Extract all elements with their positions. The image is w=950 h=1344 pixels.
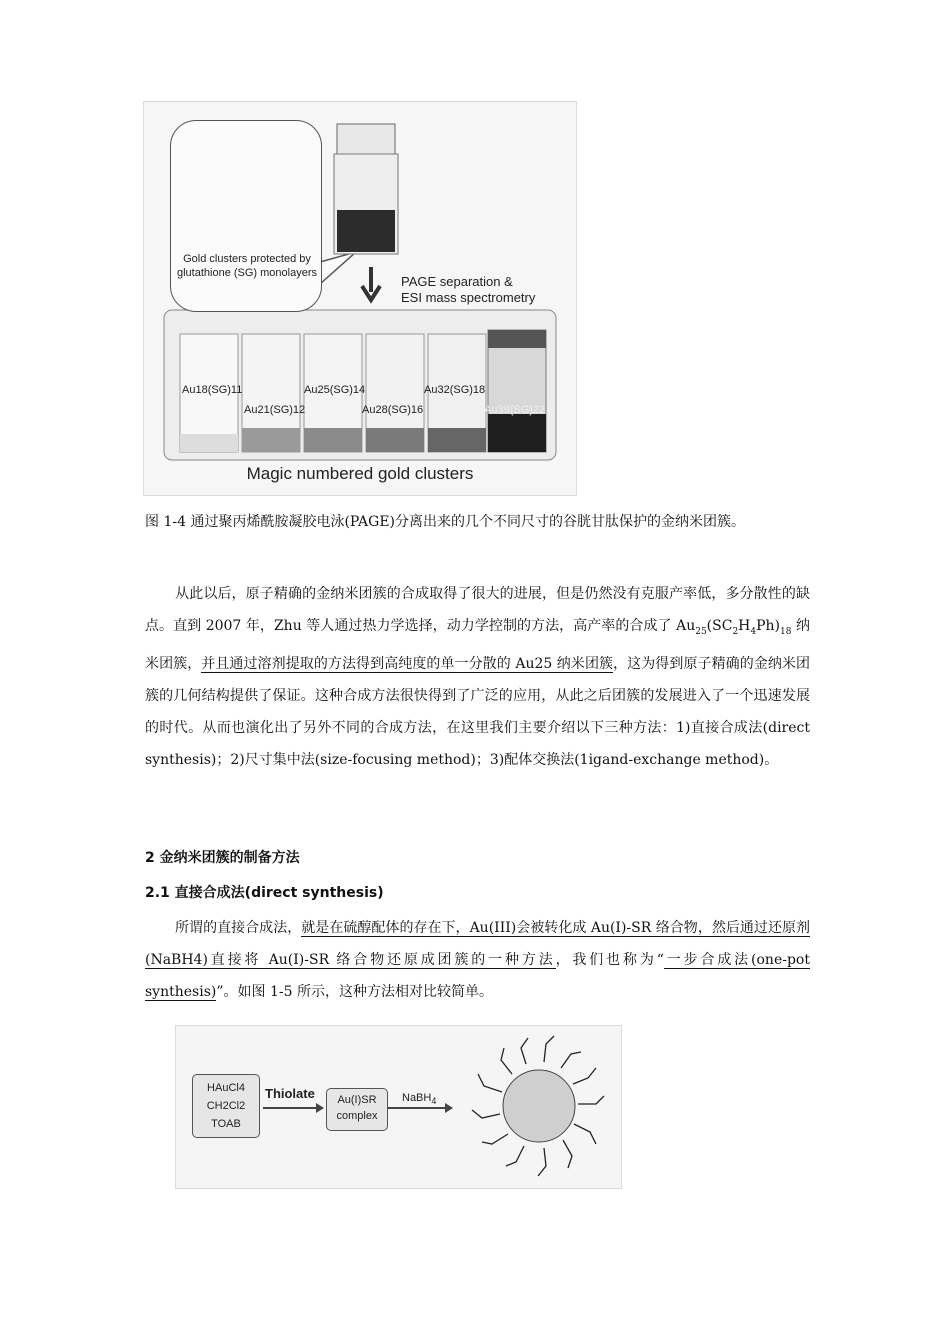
figure-1-4-image [143, 101, 577, 496]
vial-label: Au25(SG)14 [304, 384, 366, 396]
complex-box: Au(I)SR complex [326, 1088, 388, 1131]
reagents-box: HAuCl4 CH2Cl2 TOAB [192, 1074, 260, 1138]
arrow-caption: PAGE separation & ESI mass spectrometry [401, 274, 536, 305]
underlined-text: 一步合成法(one-pot synthesis) [145, 952, 810, 1000]
callout-bubble [170, 120, 322, 312]
vial-label: Au32(SG)18 [424, 384, 486, 396]
bubble-caption: Gold clusters protected by glutathione (SG) monolayers [176, 253, 317, 279]
underlined-text: 并且通过溶剂提取的方法得到高纯度的单一分散的 Au25 纳米团簇 [201, 655, 614, 672]
vial-label: Au21(SG)12 [244, 404, 306, 416]
underlined-text: 就是在硫醇配体的存在下，Au(III)会被转化成 Au(I)-SR 络合物，然后通过还原剂(NaBH4)直接将 Au(I)-SR 络合物还原成团簇的一种方法 [145, 920, 811, 968]
section-heading: 2 金纳米团簇的制备方法 [145, 850, 300, 866]
thiolate-label: Thiolate [265, 1086, 315, 1101]
figure-bottom-caption: Magic numbered gold clusters [246, 464, 474, 483]
top-vial [334, 124, 398, 254]
figure-caption: 图 1-4 通过聚丙烯酰胺凝胶电泳(PAGE)分离出来的几个不同尺寸的谷胱甘肽保护的金纳米团簇。 [145, 514, 746, 530]
figure-1-5-image [175, 1025, 622, 1189]
chemical-formula: $Au_{25}(SC_2H_4Ph)_{18}$ [676, 618, 792, 637]
paragraph-2: 所谓的直接合成法，就是在硫醇配体的存在下，Au(III)会被转化成 Au(I)-SR 络合物，然后通过还原剂(NaBH4)直接将 Au(I)-SR 络合物还原成团簇的一种方法，我们也称为“一步合成法(one-pot synthesis)”。如图 1-5 所示，这种方法相对比较简单。 [145, 920, 811, 1000]
reductant-label: NaBH$_4$ [402, 1092, 437, 1107]
nanoparticle-illustration [472, 1036, 604, 1176]
subsection-heading: 2.1 直接合成法(direct synthesis) [145, 885, 384, 901]
paragraph-1: 从此以后，原子精确的金纳米团簇的合成取得了很大的进展，但是仍然没有克服产率低，多分散性的缺点。直到 2007 年，Zhu 等人通过热力学选择，动力学控制的方法，高产率的合成了 $Au_{25}(SC_2H_4Ph)_{18}$ 纳米团簇，并且通过溶剂提取的方法得到高纯度的单一分散的 Au25 纳米团簇，这为得到原子精确的金纳米团簇的几何结构提供了保证。这种合成方法很快得到了广泛的应用，从此之后团簇的发展进入了一个迅速发展的时代。从而也演化出了另外不同的合成方法，在这里我们主要介绍以下三种方法：1)直接合成法(direct synthesis)；2)尺寸集中法(size-focusing method)；3)配体交换法(1igand-exchange method)。 [145, 586, 811, 768]
vial-label: Au18(SG)11 [182, 384, 243, 396]
vial-label: Au28(SG)16 [362, 404, 424, 416]
vial-label: Au39(SG)22 [484, 404, 546, 416]
